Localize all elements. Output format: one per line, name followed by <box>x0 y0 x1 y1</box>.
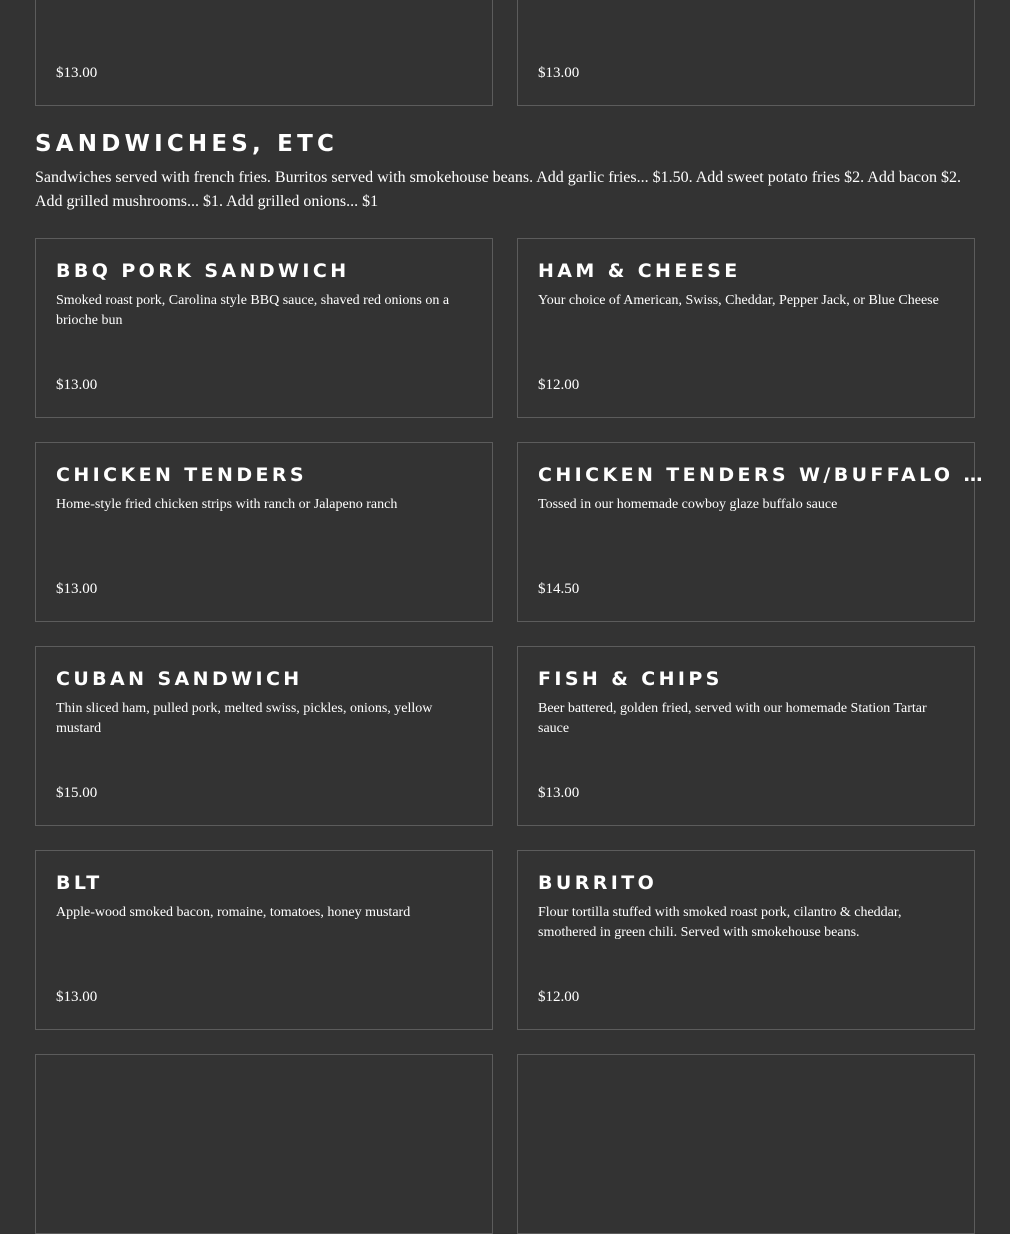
menu-item-card[interactable] <box>517 238 975 418</box>
section-description: Sandwiches served with french fries. Burritos served with smokehouse beans. Add garlic fries... $1.50. Add sweet potato fries $2. Add bacon $2. Add grilled mushrooms... $1. Add grilled onions... $1 <box>35 169 962 210</box>
item-description: Home-style fried chicken strips with ranch or Jalapeno ranch <box>56 497 398 512</box>
item-price: $13.00 <box>56 989 98 1005</box>
item-price: $13.00 <box>56 65 98 81</box>
section-title: SANDWICHES, ETC <box>35 131 339 157</box>
item-price: $12.00 <box>538 989 580 1005</box>
menu-item-card[interactable] <box>35 0 493 106</box>
menu-item-card[interactable] <box>35 442 493 622</box>
item-price: $13.00 <box>538 65 580 81</box>
item-name: BBQ PORK SANDWICH <box>56 260 350 282</box>
item-name: HAM & CHEESE <box>538 260 741 282</box>
menu-item-card[interactable] <box>517 0 975 106</box>
item-name: BLT <box>56 872 103 894</box>
menu-item-card[interactable] <box>35 238 493 418</box>
item-price: $13.00 <box>56 377 98 393</box>
item-name: FISH & CHIPS <box>538 668 723 690</box>
item-name: CUBAN SANDWICH <box>56 668 303 690</box>
item-price: $14.50 <box>538 581 580 597</box>
item-description: Smoked roast pork, Carolina style BBQ sauce, shaved red onions on a brioche bun <box>56 293 450 328</box>
item-price: $15.00 <box>56 785 98 801</box>
item-description: Flour tortilla stuffed with smoked roast pork, cilantro & cheddar, smothered in green chili. Served with smokehouse beans. <box>538 905 902 940</box>
item-price: $13.00 <box>56 581 98 597</box>
item-price: $12.00 <box>538 377 580 393</box>
item-price: $13.00 <box>538 785 580 801</box>
item-description: Beer battered, golden fried, served with our homemade Station Tartar sauce <box>538 701 927 736</box>
item-description: Your choice of American, Swiss, Cheddar, Pepper Jack, or Blue Cheese <box>538 293 939 308</box>
menu-item-card[interactable] <box>517 850 975 1030</box>
item-description: Thin sliced ham, pulled pork, melted swiss, pickles, onions, yellow mustard <box>56 701 433 736</box>
menu-item-card[interactable] <box>35 1054 493 1234</box>
menu-item-card[interactable] <box>517 646 975 826</box>
item-description: Tossed in our homemade cowboy glaze buffalo sauce <box>538 497 838 512</box>
menu-item-card[interactable] <box>35 850 493 1030</box>
menu-item-card[interactable] <box>517 1054 975 1234</box>
item-name: BURRITO <box>538 872 658 894</box>
menu-item-card[interactable] <box>35 646 493 826</box>
item-name: CHICKEN TENDERS W/BUFFALO … <box>538 464 986 486</box>
item-name: CHICKEN TENDERS <box>56 464 307 486</box>
menu-item-card[interactable] <box>517 442 986 622</box>
item-description: Apple-wood smoked bacon, romaine, tomatoes, honey mustard <box>56 905 411 920</box>
